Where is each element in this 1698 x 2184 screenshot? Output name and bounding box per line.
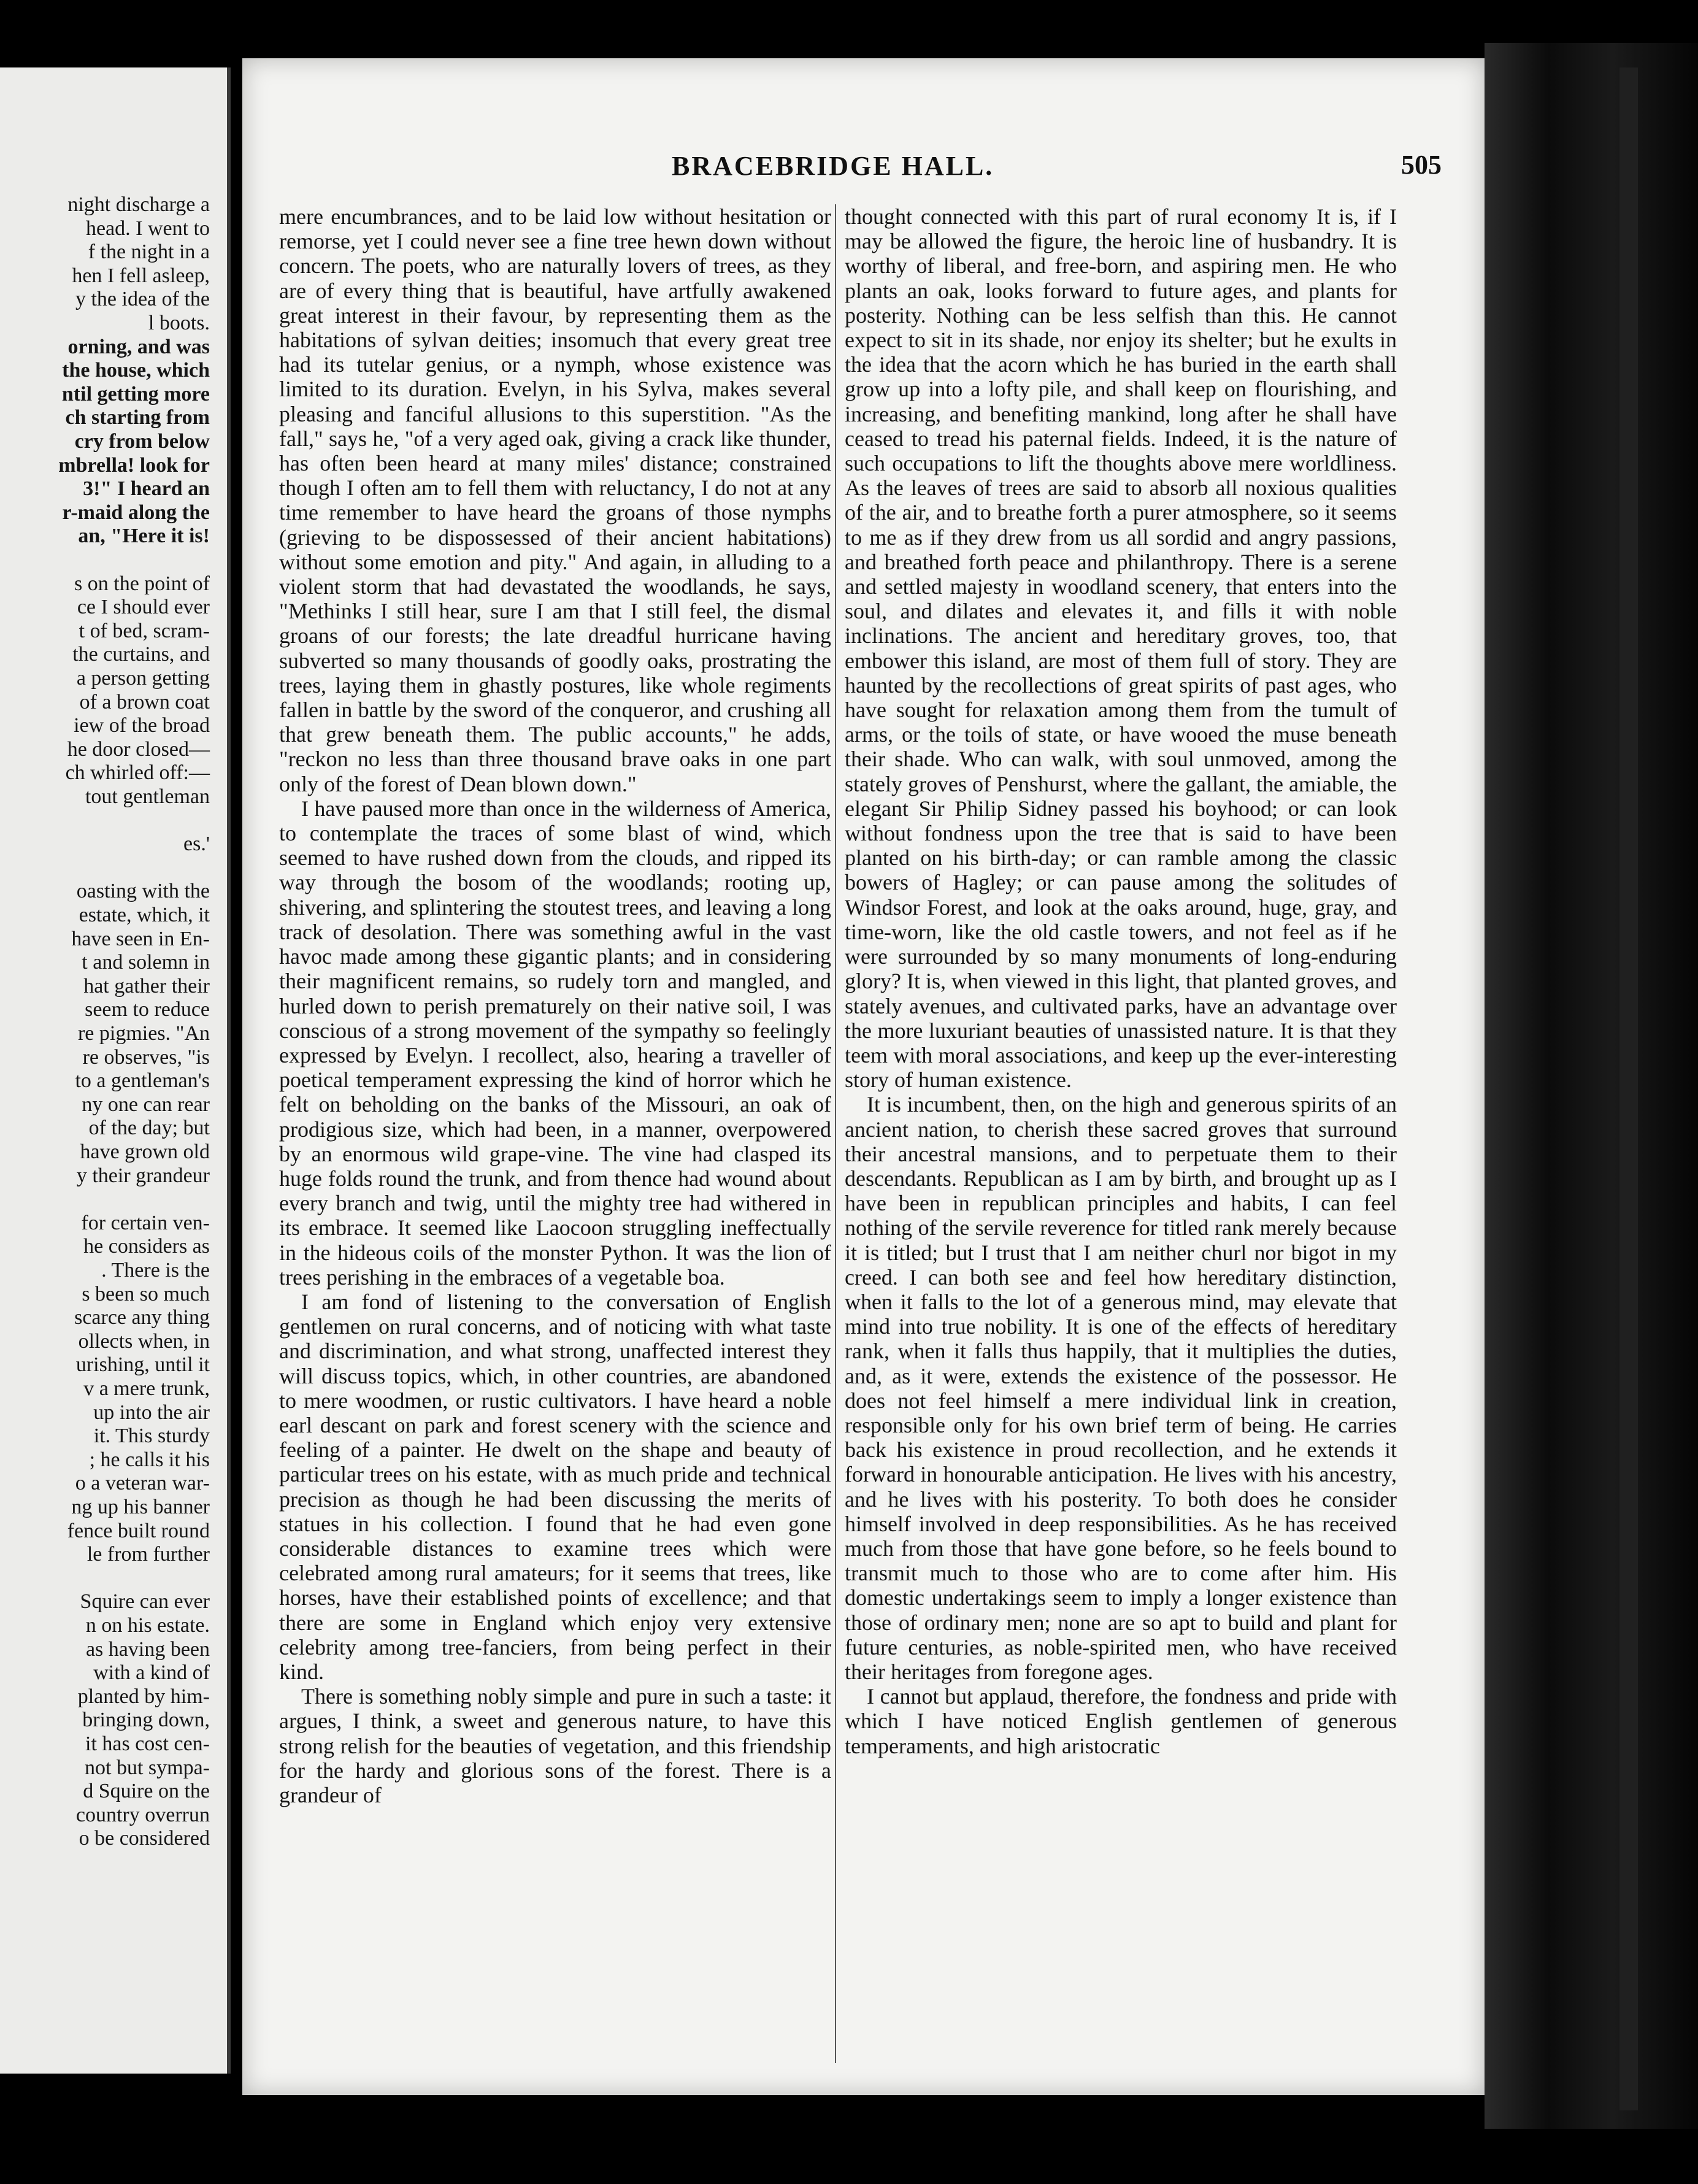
facing-page-line: hat gather their [83,974,210,998]
facing-page-line: it has cost cen- [85,1732,210,1755]
facing-page-line: n on his estate. [85,1614,210,1637]
facing-page-line: re pigmies. "An [77,1022,210,1045]
facing-page-line: ollects when, in [78,1329,210,1353]
facing-page-line: up into the air [93,1401,210,1424]
book-spine-shadow [1485,43,1698,2129]
book-page [242,58,1485,2095]
facing-page-line: ny one can rear [82,1093,210,1116]
facing-page-line: o be considered [79,1827,210,1850]
page-number: 505 [1401,150,1442,180]
facing-page-line: s on the point of [74,572,210,595]
facing-page-line: re observes, "is [82,1045,210,1069]
running-title: BRACEBRIDGE HALL. [672,151,994,181]
book-edge [1619,67,1638,2110]
text-column-right [845,204,1397,1758]
text-column-left [279,204,831,1807]
facing-page-line: bringing down, [82,1709,210,1732]
facing-page-line: for certain ven- [81,1211,210,1234]
facing-page-line: the house, which [62,359,210,382]
facing-page-line: estate, which, it [79,904,210,926]
facing-page-line: ch starting from [65,406,210,429]
facing-page-line: oasting with the [76,880,210,903]
facing-page-line: have seen in En- [71,927,210,950]
facing-page-line: ce I should ever [77,596,210,619]
facing-page-line: 3!" I heard an [83,477,210,501]
facing-page-fragment [0,67,231,2074]
facing-page-line: le from further [86,1543,210,1566]
facing-page-line: to a gentleman's [75,1069,210,1093]
facing-page-line: ng up his banner [71,1496,210,1518]
facing-page-line: f the night in a [88,240,210,264]
facing-page-line: o a veteran war- [75,1472,210,1495]
paragraph: It is incumbent, then, on the high and generous spirits of an ancient nation, to cherish these sacred groves that surround their ancestral mansions, and to perpetuate them to their descendants. Republican as I am by birth, and brought up as I have been in republican principles and habits, I can feel nothing of the servile reverence for titled rank merely because it is titled; but I trust that I am neither churl nor bigot in my creed. I can both see and feel how hereditary distinction, when it falls to the lot of a generous mind, may elevate that mind into true nobility. It is one of the effects of hereditary rank, when it falls thus happily, that it multiplies the duties, and, as it were, extends the existence of the possessor. He does not feel himself a mere individual link in creation, responsible only for his own brief term of being. He carries back his existence in proud recollection, and he extends it forward in honourable anticipation. He lives with his ancestry, and he lives with his posterity. To both does he consider himself involved in deep responsibilities. As he has received much from those that have gone before, so he feels bound to transmit much to those who are to come after him. His domestic undertakings seem to imply a longer existence than those of ordinary men; none are so apt to build and plant for future centuries, as noble-spirited men, who have received their heritages from foregone ages. [845,1092,1397,1684]
facing-page-line: ntil getting more [61,382,210,406]
facing-page-line: planted by him- [77,1685,210,1708]
paragraph: I cannot but applaud, therefore, the fondness and pride with which I have noticed English gentlemen of generous temperaments, and high aristocratic [845,1684,1397,1758]
facing-page-line: es.' [183,832,210,856]
facing-page-line: tout gentleman [85,785,210,808]
paragraph: There is something nobly simple and pure in such a taste: it argues, I think, a sweet and generous nature, to have this strong relish for the beauties of vegetation, and this friendship for the hardy and glorious sons of the forest. There is a grandeur of [279,1684,831,1807]
facing-page-line: an, "Here it is! [78,525,210,548]
facing-page-line: ch whirled off:— [65,761,210,785]
facing-page-line: it. This sturdy [93,1425,210,1448]
column-divider [835,204,836,2063]
paragraph: I have paused more than once in the wilderness of America, to contemplate the traces of some blast of wind, which seemed to have rushed down from the clouds, and ripped its way through the bosom of the woodlands; rooting up, shivering, and splintering the stoutest trees, and leaving a long track of desolation. There was something awful in the vast havoc made among these gigantic plants; and in considering their magnificent remains, so rudely torn and mangled, and hurled down to perish prematurely on their native soil, I was conscious of a strong movement of the sympathy so feelingly expressed by Evelyn. I recollect, also, hearing a traveller of poetical temperament expressing the kind of horror which he felt on beholding on the banks of the Missouri, an oak of prodigious size, which had been, in a manner, overpowered by an enormous wild grape-vine. The vine had clasped its huge folds round the trunk, and from thence had wound about every branch and twig, until the mighty tree had withered in its embrace. It seemed like Laocoon struggling ineffectually in the hideous coils of the monster Python. It was the lion of trees perishing in the embraces of a vegetable boa. [279,796,831,1290]
facing-page-line: orning, and was [67,335,210,358]
facing-page-line: y their grandeur [76,1164,210,1187]
facing-page-line: hen I fell asleep, [72,264,210,287]
facing-page-line: t and solemn in [82,951,210,974]
facing-page-line: s been so much [82,1282,210,1305]
facing-page-line: y the idea of the [75,288,210,311]
paragraph: mere encumbrances, and to be laid low without hesitation or remorse, yet I could never see a fine tree hewn down without concern. The poets, who are naturally lovers of trees, as they are of every thing that is beautiful, have artfully awakened great interest in their favour, by representing them as the habitations of sylvan deities; insomuch that every great tree had its tutelar genius, or a nymph, whose existence was limited to its duration. Evelyn, in his Sylva, makes several pleasing and fanciful allusions to this superstition. "As the fall," says he, "of a very aged oak, giving a crack like thunder, has often been heard at many miles' distance; constrained though I often am to fell them with reluctancy, I do not at any time remember to have heard the groans of those nymphs (grieving to be dispossessed of their ancient habitations) without some emotion and pity." And again, in alluding to a violent storm that had devastated the woodlands, he says, "Methinks I still hear, sure I am that I still feel, the dismal groans of our forests; the late dreadful hurricane having subverted so many thousands of goodly oaks, prostrating the trees, laying them in ghastly postures, like whole regiments fallen in battle by the sword of the conqueror, and crushing all that grew beneath them. The public accounts," he adds, "reckon no less than three thousand brave oaks in one part only of the forest of Dean blown down." [279,204,831,796]
facing-page-line: not but sympa- [85,1756,210,1779]
facing-page-line: night discharge a [67,193,210,216]
facing-page-line: country overrun [75,1803,210,1826]
page-header [242,150,1485,187]
paragraph: I am fond of listening to the conversation of English gentlemen on rural concerns, and of noticing with what taste and discrimination, and what strong, unaffected interest they will discuss topics, which, in other countries, are abandoned to mere woodmen, or rustic cultivators. I have heard a noble earl descant on park and forest scenery with the science and feeling of a painter. He dwelt on the shape and beauty of particular trees on his estate, with as much pride and technical precision as though he had been discussing the merits of statues in his collection. I found that he had even gone considerable distances to examine trees which were celebrated among rural amateurs; for it seems that trees, like horses, have their established points of excellence; and that there are some in England which enjoy very extensive celebrity among tree-fanciers, from being perfect in their kind. [279,1289,831,1684]
facing-page-line: mbrella! look for [58,453,210,477]
facing-page-line: seem to reduce [85,998,210,1021]
facing-page-line: t of bed, scram- [79,619,210,642]
facing-page-line: . There is the [101,1259,210,1282]
paragraph: thought connected with this part of rural economy It is, if I may be allowed the figure, the heroic line of husbandry. It is worthy of liberal, and free-born, and aspiring men. He who plants an oak, looks forward to future ages, and plants for posterity. Nothing can be less selfish than this. He cannot expect to sit in its shade, nor enjoy its shelter; but he exults in the idea that the acorn which he has buried in the earth shall grow up into a lofty pile, and shall keep on flourishing, and increasing, and benefiting mankind, long after he shall have ceased to tread his paternal fields. Indeed, it is the nature of such occupations to lift the thoughts above mere worldliness. As the leaves of trees are said to absorb all noxious qualities of the air, and to breathe forth a purer atmosphere, so it seems to me as if they drew from us all sordid and angry passions, and breathed forth peace and philanthropy. There is a serene and settled majesty in woodland scenery, that enters into the soul, and dilates and elevates it, and fills it with noble inclinations. The ancient and hereditary groves, too, that embower this island, are most of them full of story. They are haunted by the recollections of great spirits of past ages, who have sought for relaxation among them from the tumult of arms, or the toils of state, or have wooed the muse beneath their shade. Who can walk, with soul unmoved, among the stately groves of Penshurst, where the gallant, the amiable, the elegant Sir Philip Sidney passed his boyhood; or can look without fondness upon the tree that is said to have been planted on his birth-day; or can ramble among the classic bowers of Hagley; or can pause among the solitudes of Windsor Forest, and look at the oaks around, huge, gray, and time-worn, like the old castle towers, and not feel as if he were surrounded by so many monuments of long-enduring glory? It is, when viewed in this light, that planted groves, and stately avenues, and cultivated parks, have an advantage over the more luxuriant beauties of unassisted nature. It is that they teem with moral associations, and keep up the ever-interesting story of human existence. [845,204,1397,1093]
facing-page-line: he door closed— [67,737,210,761]
facing-page-line: the curtains, and [72,643,210,666]
facing-page-line: a person getting [76,667,210,690]
facing-page-line: with a kind of [93,1661,210,1685]
facing-page-line: he considers as [83,1235,210,1258]
facing-page-line: v a mere trunk, [83,1377,210,1400]
facing-page-line: urishing, until it [75,1353,210,1377]
facing-page-line: head. I went to [85,217,210,240]
facing-page-line: as having been [85,1637,210,1661]
facing-page-line: l boots. [148,312,210,334]
facing-page-line: fence built round [67,1519,210,1542]
facing-page-line: of a brown coat [79,690,210,713]
facing-page-line: scarce any thing [74,1306,210,1329]
facing-page-line: Squire can ever [80,1590,210,1613]
facing-page-line: d Squire on the [83,1780,210,1803]
facing-page-line: have grown old [80,1140,210,1163]
facing-page-line: cry from below [74,430,210,453]
facing-page-line: r-maid along the [62,501,210,524]
facing-page-line: iew of the broad [74,714,210,737]
facing-page-line: of the day; but [88,1117,210,1140]
facing-page-line: ; he calls it his [89,1448,210,1471]
